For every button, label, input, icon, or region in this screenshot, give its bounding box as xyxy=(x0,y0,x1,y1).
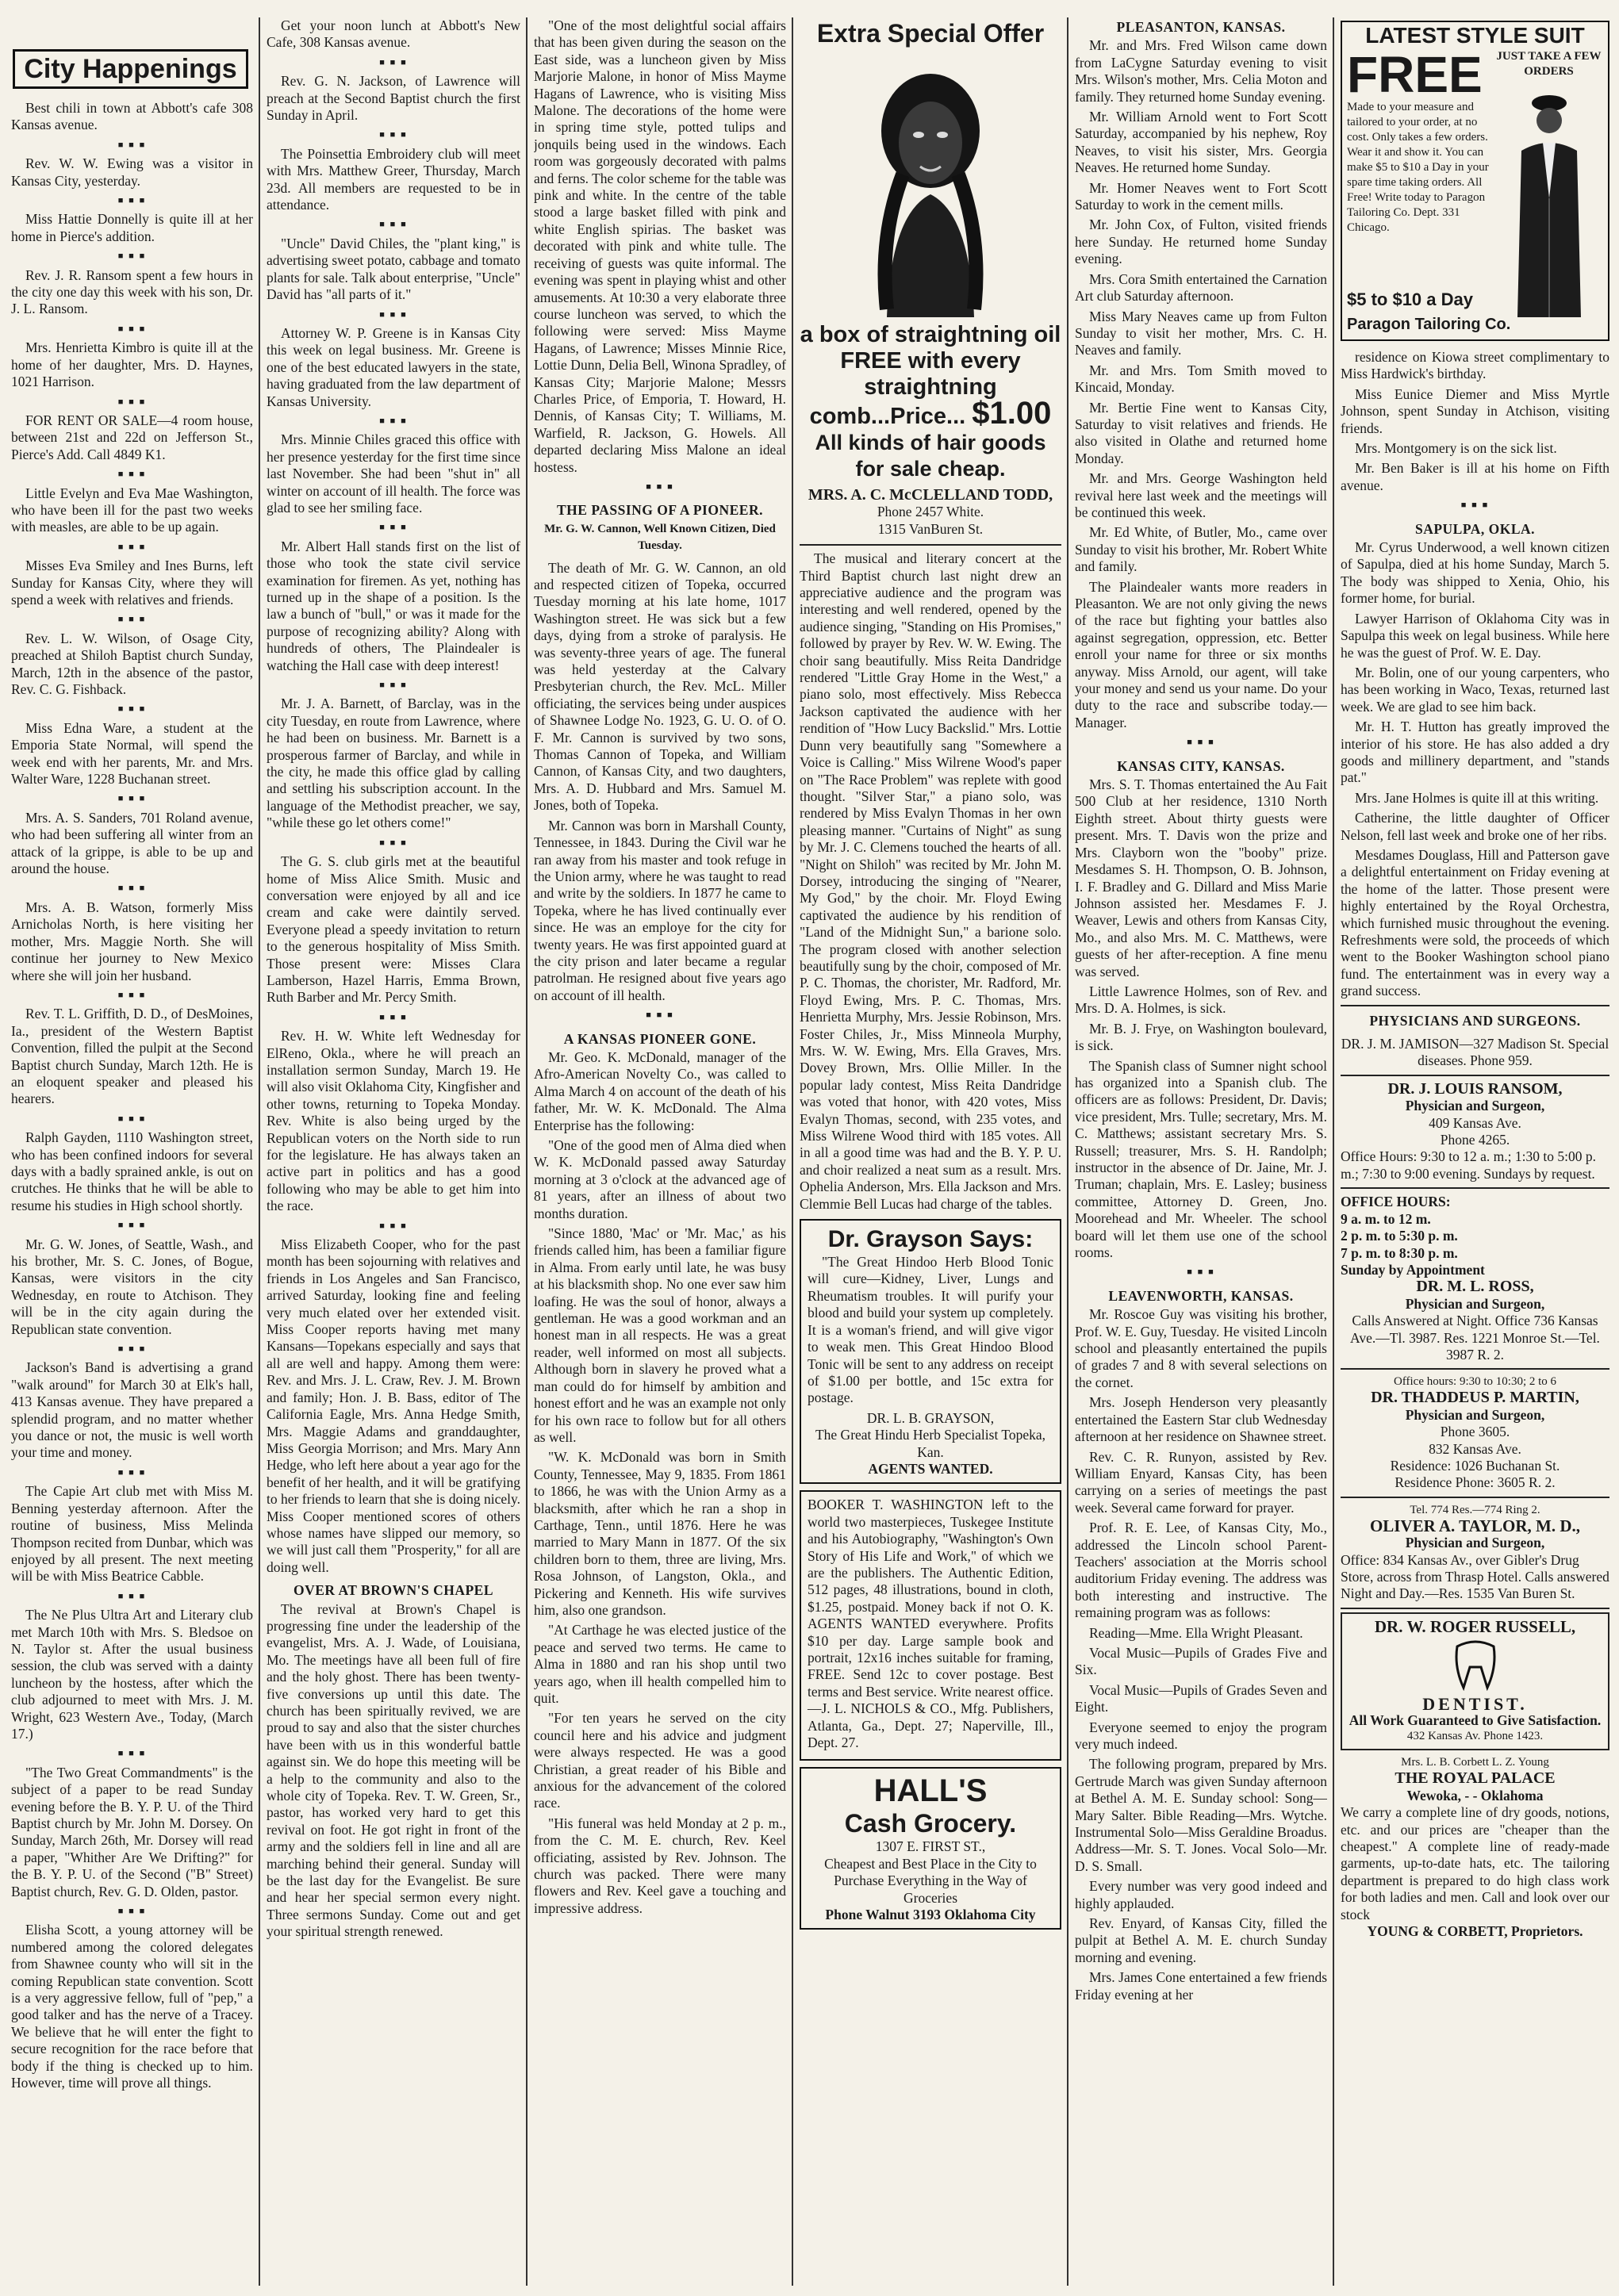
news-item: Mr. and Mrs. Tom Smith moved to Kincaid, Monday. xyxy=(1075,362,1327,396)
news-item: Attorney W. P. Greene is in Kansas City this week on legal business. Mr. Greene is one of the best educated lawyers in the state, having graduated from the law department of Kansas University. xyxy=(267,324,520,409)
item-separator: ■ ■ ■ xyxy=(117,1344,147,1355)
booker-washington-body: BOOKER T. WASHINGTON left to the world two masterpieces, Tuskegee Institute and his Autobiography, "Washington's Own Story of His Life and Work," of which we are the publishers. The Authentic Edition, 512 pages, 48 illustrations, bound in cloth, $1.25, postpaid. Money back if not O. K. AGENTS WANTED everywhere. Profits $10 per day. Large sample book and portrait, 12x16 inches suitable for framing, FREE. Send 12c to cover postage. Best terms and Best service. Write nearest office.—J. L. NICHOLS & CO., Mfg. Publishers, Atlanta, Ga., Dept. 27; Naperville, Ill., Dept. 27. xyxy=(808,1497,1053,1751)
tooth-icon xyxy=(1448,1635,1503,1691)
taylor-card xyxy=(1341,1498,1609,1609)
taylor-name: OLIVER A. TAYLOR, M. D., xyxy=(1369,1516,1581,1535)
kansas-pioneer-heading: A KANSAS PIONEER GONE. xyxy=(563,1030,757,1047)
grayson-agents: AGENTS WANTED. xyxy=(868,1460,993,1477)
man-in-suit-icon xyxy=(1494,79,1605,317)
leavenworth-news xyxy=(1075,1306,1327,2003)
palace-signature: YOUNG & CORBETT, Proprietors. xyxy=(1367,1923,1583,1940)
section-title-city-happenings: City Happenings xyxy=(13,49,248,89)
news-item: Rev. J. R. Ransom spent a few hours in the city one day this week with his son, Dr. J. L. Ransom. xyxy=(11,266,253,317)
taylor-title: Physician and Surgeon, xyxy=(1405,1535,1545,1551)
item-separator: ■ ■ ■ xyxy=(117,1907,147,1917)
column-rule xyxy=(259,17,260,2286)
hair-ad-price: $1.00 xyxy=(972,396,1052,431)
news-item: Mrs. James Cone entertained a few friends Friday evening at her xyxy=(1075,1969,1327,2003)
suit-title: LATEST STYLE SUIT xyxy=(1365,23,1585,48)
hair-ad-address: 1315 VanBuren St. xyxy=(877,520,984,537)
article-paragraph: "One of the good men of Alma died when W. K. McDonald passed away Saturday morning at 3 o'clock at the advanced age of 81 years, after an illness of about two months duration. xyxy=(534,1137,786,1221)
news-item: Best chili in town at Abbott's cafe 308 Kansas avenue. xyxy=(11,100,253,133)
column-two xyxy=(267,17,520,2286)
ransom-hours: Office Hours: 9:30 to 12 a. m.; 1:30 to 5:00 p. m.; 7:30 to 9:00 evening. Sundays by request. xyxy=(1341,1148,1596,1182)
grayson-signature: DR. L. B. GRAYSON, xyxy=(866,1409,995,1426)
suit-body: Made to your measure and tailored to your order, at no cost. Only takes a few orders. Wear it and show it. You can make $5 to $10 a Day in your spare time taking orders. All Free! Write today to Paragon Tailoring Co. Dept. 331 Chicago. xyxy=(1347,101,1489,234)
article-paragraph: Mr. Geo. K. McDonald, manager of the Afro-American Novelty Co., was called to Alma March 4 on account of the death of his father, Mr. W. K. McDonald. The Alma Enterprise has the following: xyxy=(534,1048,786,1133)
item-separator: ■ ■ ■ xyxy=(117,324,147,334)
halls-address: 1307 E. FIRST ST., xyxy=(875,1838,986,1855)
news-item: Mr. Bolin, one of our young carpenters, who has been working in Waco, Texas, returned last week. We are glad to see him back. xyxy=(1341,664,1609,715)
news-item: The following program, prepared by Mrs. Gertrude March was given Sunday afternoon at Bethel A. M. E. Sunday school: Song—Mary Salter. Bible Reading—Mrs. Wytche. Instrumental Solo—Miss Geraldine Broadus. Address—Mr. S. T. Jones. Vocal Solo—Mr. D. S. Small. xyxy=(1075,1756,1327,1874)
item-separator: ■ ■ ■ xyxy=(117,251,147,262)
news-item: Mesdames Douglass, Hill and Patterson gave a delightful entertainment on Friday evening at the home of the latter. Those present were highly entertained by the Royal Orchestra, which furnished music throughout the evening. Refreshments were sold, the proceeds of which went to the Booker Washington school piano fund. The entertainment was in every way a grand success. xyxy=(1341,846,1609,999)
news-item: Jackson's Band is advertising a grand "walk around" for March 30 at Elk's hall, 413 Kansas avenue. They have prepared a splendid program, and no matter whether you dance or not, the music is well worth your time and money. xyxy=(11,1359,253,1461)
column-rule xyxy=(1333,17,1334,2286)
suit-maker: Paragon Tailoring Co. xyxy=(1347,315,1511,333)
russell-body: All Work Guaranteed to Give Satisfaction. xyxy=(1349,1712,1602,1729)
item-separator: ■ ■ ■ xyxy=(379,523,408,533)
news-item: Reading—Mme. Ella Wright Pleasant. xyxy=(1089,1624,1303,1641)
news-item: The Capie Art club met with Miss M. Benning yesterday afternoon. After the routine of business, Miss Melinda Thompson recited from Dunbar, which was enjoyed by all present. The next meeting will be with Miss Beatrice Cabble. xyxy=(11,1483,253,1585)
news-item: Vocal Music—Pupils of Grades Seven and Eight. xyxy=(1075,1681,1327,1715)
concert-article: The musical and literary concert at the Third Baptist church last night drew an appreciative audience and the program was interesting and well rendered, opened by the audience singing, "Standing on His Promises," followed by prayer by Rev. W. W. Ewing. The choir sang beautifully. Miss Reita Dandridge rendered "Little Gray Home in the West," a piano solo, most effectively. Miss Rebecca Jackson captivated the audience with her rendition of "How Lucy Backslid." Mrs. Lottie Dunn very beautifully sang "Somewhere a Voice is Calling." Miss Wilrene Wood's paper on "The Race Problem" was replete with good thought. "Silver Star," a piano solo, was rendered by Miss Evalyn Thomas in her own pleasing manner. "Curtains of Night" as sung by Mr. J. C. Clemens touched the hearts of all. "Night on Shiloh" was recited by Mr. John M. Dorsey, introducing the singing of "Nearer, My God," by the choir. Mr. Floyd Ewing captivated the audience by his rendition of "Land of the Midnight Sun," a barione solo. The program closed with another selection beautifully sung by the choir, composed of Mr. P. C. Thomas, the chorister, Mr. Radford, Mr. Floyd Ewing, Mrs. P. C. Thomas, Mrs. Henrietta Murphy, Mrs. Jessie Robinson, Mrs. Foster Chiles, Jr., Miss Minneola Murphy, Mrs. W. W. Ewing, Mrs. Ella Graves, Mrs. Dovey Brown, Mrs. Ollie Miller. In the popular lady contest, Miss Reita Dandridge was voted that honor, with 420 votes, Miss Evalyn Thomas, second, with 235 votes, and Miss Wilrene Wood third with 185 votes. All in all a good time was had and the B. Y. P. U. and choir realized a neat sum as a result. Mrs. Ophelia Anderson, Mrs. Ella Jackson and Mrs. Clemmie Bell Lucas had charge of the tables. xyxy=(800,550,1061,1212)
news-item: Every number was very good indeed and highly applauded. xyxy=(1075,1878,1327,1911)
pioneer-article xyxy=(534,560,786,1005)
news-item: Ralph Gayden, 1110 Washington street, who has been confined indoors for several days with a badly sprained ankle, is out on crutches. He thinks that he will be able to resume his studies in High school shortly. xyxy=(11,1129,253,1213)
martin-title: Physician and Surgeon, xyxy=(1405,1406,1545,1423)
news-item: Lawyer Harrison of Oklahoma City was in Sapulpa this week on legal business. While here he was the guest of Prof. W. E. Day. xyxy=(1341,610,1609,661)
news-item: Get your noon lunch at Abbott's New Cafe, 308 Kansas avenue. xyxy=(267,17,520,51)
news-item: "One of the most delightful social affairs that has been given during the season on the East side, was a luncheon given by Miss Marjorie Malone, in honor of Miss Mayme Hagans of Lawrence, who is visiting Miss Malone. The decorations of the home were in spring time style, potted tulips and jonquils being used in the windows. Each room was gorgeously decorated with palms and ferns. The color scheme for the table was pink and white. In the centre of the table stood a large basket filled with pink and white English spirias. The basket was decorated with pink and white tulle. The receiving of guests was quite informal. The evening was spent in playing whist and other amusements. At 10:30 a very elaborate three course luncheon was served, to which the following were served: Miss Mayme Hagans, of Lawrence; Misses Minnie Rice, Lottie Dunn, Delia Bell, Winona Spradley, of Kansas City; Marjorie Malone; Messrs Charles Price, of Emporia, T. Howard, H. Dennis, of Kansas City; T. Williams, M. Warfield, R. Jackson, G. Howels. All departed declaring Miss Malone an ideal hostess. xyxy=(534,17,786,475)
news-item: Mr. William Arnold went to Fort Scott Saturday, accompanied by his nephew, Roy Neaves, to visit his sister, Mrs. Georgia Neaves. He returned home Sunday. xyxy=(1075,109,1327,176)
news-item: Rev. Enyard, of Kansas City, filled the pulpit at Bethel A. M. E. church Sunday morning and evening. xyxy=(1075,1915,1327,1965)
newspaper-page xyxy=(11,17,1609,2286)
hair-ad-name: MRS. A. C. McCLELLAND TODD, xyxy=(808,486,1053,504)
news-item: Mr. Cyrus Underwood, a well known citizen of Sapulpa, died at his home Sunday, March 5. The body was shipped to Xenia, Ohio, his former home, for burial. xyxy=(1341,539,1609,607)
ross-calls: Calls Answered at Night. Office 736 Kansas Ave.—Tl. 3987. Res. 1221 Monroe St.—Tel. 3987 R. 2. xyxy=(1350,1313,1600,1363)
martin-name: DR. THADDEUS P. MARTIN, xyxy=(1371,1389,1579,1407)
palace-name: THE ROYAL PALACE xyxy=(1395,1769,1556,1788)
halls-phone: Phone Walnut 3193 Oklahoma City xyxy=(825,1907,1036,1923)
column-two-list xyxy=(267,17,520,1576)
royal-palace-card xyxy=(1341,1750,1609,1945)
article-paragraph: "W. K. McDonald was born in Smith County, Tennessee, May 9, 1835. From 1861 to 1866, he was with the Union Army as a blacksmith, after which he ran a shop in Carthage, Tenn., until 1876. Here he was married to Mary Mann in 1877. Of the six children born to them, three are living, Mrs. Rosa Johnson, of Langston, Okla., and Pickering and Kenneth. His wife survives him, also one grandson. xyxy=(534,1449,786,1618)
pioneer-heading: THE PASSING OF A PIONEER. xyxy=(557,502,763,519)
taylor-tel: Tel. 774 Res.—774 Ring 2. xyxy=(1410,1503,1540,1516)
ransom-phone: Phone 4265. xyxy=(1440,1132,1510,1148)
item-separator: ■ ■ ■ xyxy=(117,1467,147,1478)
item-separator: ■ ■ ■ xyxy=(379,1012,408,1022)
pleasanton-news xyxy=(1075,37,1327,731)
item-separator: ■ ■ ■ xyxy=(117,397,147,407)
news-item: FOR RENT OR SALE—4 room house, between 21st and 22d on Jefferson St., Pierce's Add. Call 4849 K1. xyxy=(11,412,253,462)
hair-ad xyxy=(800,17,1061,546)
item-separator: ■ ■ ■ xyxy=(117,704,147,715)
news-item: Mr. and Mrs. George Washington held revival here last week and the meetings will be continued this week. xyxy=(1075,470,1327,520)
hair-ad-tagline: All kinds of hair goods for sale cheap. xyxy=(815,431,1046,481)
column-rule xyxy=(792,17,793,2286)
column-city-happenings xyxy=(11,17,253,2286)
article-paragraph: "At Carthage he was elected justice of the peace and served two terms. He came to Alma in 1880 and ran his shop until two years ago, when ill health compelled him to quit. xyxy=(534,1622,786,1706)
ross-hours-heading: OFFICE HOURS: xyxy=(1341,1194,1451,1210)
news-item: Rev. C. R. Runyon, assisted by Rev. William Enyard, Kansas City, has been carrying on a series of meetings the past week. Several came forward for prayer. xyxy=(1075,1448,1327,1516)
item-separator: ■ ■ ■ xyxy=(379,57,408,67)
news-item: Mrs. Joseph Henderson very pleasantly entertained the Eastern Star club Wednesday afternoon at her residence on Shawnee street. xyxy=(1075,1394,1327,1445)
sapulpa-heading: SAPULPA, OKLA. xyxy=(1414,520,1536,537)
news-item: Rev. G. N. Jackson, of Lawrence will preach at the Second Baptist church the first Sunday in April. xyxy=(267,73,520,124)
martin-card xyxy=(1341,1370,1609,1497)
news-item: Miss Mary Neaves came up from Fulton Sunday to visit her mother, Mrs. C. H. Neaves and family. xyxy=(1075,308,1327,358)
news-item: Mr. G. W. Jones, of Seattle, Wash., and his brother, Mr. S. C. Jones, of Bogue, Kansas, were visitors in the city Wednesday, en route to Atchison. They will be in the city again during the Republican state convention. xyxy=(11,1236,253,1337)
column-rule xyxy=(1067,17,1068,2286)
news-item: Mr. Albert Hall stands first on the list of those who took the state civil service examination for firemen. As yet, nothing has turned up in the shape of a position. Is the law a bunch of "bull," or was it made for the purpose of recognizing ability? Along with hundreds of others, The Plaindealer is watching the Hall case with deep interest! xyxy=(267,538,520,673)
column-four xyxy=(800,17,1061,2286)
news-item: Mrs. A. S. Sanders, 701 Roland avenue, who had been suffering all winter from an attack of la grippe, is able to be up and around the house. xyxy=(11,809,253,877)
column-three: "One of the most delightful social affairs that has been given during the season on the East side, was a luncheon given by Miss Marjorie Malone, in honor of Miss Mayme Hagans of Lawrence, who is visiting Miss Malone. The decorations of the home were in spring time style, potted tulips and jonquils being used in the windows. Each room was gorgeously decorated with palms and ferns. The color scheme for the table was pink and white. In the centre of the table stood a large basket filled with pink and white English spirias. The basket was decorated with pink and white tulle. The receiving of guests was quite informal. The evening was spent in playing whist and other amusements. At 10:30 a very elaborate three course luncheon was served, to which the following were served: Miss Mayme Hagans, of Lawrence; Misses Minnie Rice, Lottie Dunn, Delia Bell, Winona Spradley, of Kansas City; Marjorie Malone; Messrs Charles Price, of Emporia, T. Howard, H. Dennis, of Kansas City; T. Williams, M. Warfield, R. Jackson, G. Howels. All departed declaring Miss Malone an ideal hostess. ■ ■ ■ THE PASSING OF A PIONEER. Mr. G. W. Cannon, Well Known Citizen, Died Tuesday. The death of Mr. G. W. Cannon, an old and respected citizen of Topeka, occurred Tuesday morning at his late home, 1017 Washington street. He was sick but a few days, dying from a stroke of paralysis. He was seventy-three years of age. The funeral was held yesterday at the Calvary Presbyterian church, the Rev. McL. Miller officiating, the services being under auspices of Shawnee Lodge No. 1923, G. U. O. of O. F. Mr. Cannon is survived by two sons, Thomas Cannon of Topeka, and William Cannon, of Kansas City, and two daughters, Mrs. A. D. Hubbard and Mrs. Samuel M. Jones, both of Topeka. Mr. Cannon was born in Marshall County, Tennessee, in 1843. During the Civil war he ran away from his master and took refuge in the Union army, where he was taught to read and write by the soldiers. In 1877 he came to Topeka, where he has lived continually ever since. He was an employe for the city for twenty years. He was first appointed guard at the city prison and later became a regular patrolman. He resigned about five years ago on account of ill health. ■ ■ ■ A KANSAS PIONEER GONE. Mr. Geo. K. McDonald, manager of the Afro-American Novelty Co., was called to Alma March 4 on account of the death of his father, Mr. W. K. McDonald. The Alma Enterprise has the following: "One of the good men of Alma died when W. K. McDonald passed away Saturday morning at 3 o'clock at the advanced age of 81 years, after an illness of about two months duration. "Since 1880, 'Mac' or 'Mr. Mac,' as his friends called him, has been a familiar figure in Alma. From early until late, he was busy at his blacksmith shop. No one ever saw him loafing. He was the soul of honor, always a gentleman. He was a good workman and an honest man in all respects. He was a great reader, well informed on most all subjects. Although born in slavery he proved what a man could do for himself by ambition and honest effort and he was an example not only for his own race to follow but for all others as well. "W. K. McDonald was born in Smith County, Tennessee, May 9, 1835. From 1861 to 1866, he was with the Union Army as a blacksmith, after which he ran a shop in Carthage, Tenn., until 1876. Here he was married to Mary Mann in 1877. Of the six children born to them, three are living, Mrs. Rosa Johnson, of Langston, Okla., and Pickering and Kenneth. His wife survives him, also one grandson. "At Carthage he was elected justice of the peace and served two terms. He came to Alma in 1880 and ran his shop until two years ago, when ill health compelled him to quit. "For ten years he served on the city council here and his advice and judgment were always respected. He was a good Christian, a great reader of his Bible and anxious for the advancement of the colored race. "His funeral was held Monday at 2 p. m., from the C. M. E. church, Rev. Keel officiating, assisted by Rev. Johnson. The church was packed. There were many flowers and Rev. Keel gave a touching and impressive address. xyxy=(534,17,786,1916)
palace-owners: Mrs. L. B. Corbett L. Z. Young xyxy=(1401,1756,1549,1769)
news-item: The G. S. club girls met at the beautiful home of Miss Alice Smith. Music and conversation were enjoyed by all and ice cream and cake were daintily served. Everyone plead a speedy invitation to return to the generous hospitality of Miss Smith. Those present were: Misses Clara Lamberson, Hazel Harris, Emma Brown, Ruth Barber and Mr. Percy Smith. xyxy=(267,853,520,1006)
item-separator: ■ ■ ■ xyxy=(379,680,408,691)
ransom-title: Physician and Surgeon, xyxy=(1405,1098,1545,1114)
news-item: Miss Elizabeth Cooper, who for the past month has been sojourning with relatives and friends in Los Angeles and San Francisco, arrived Saturday, looking fine and feeling very much elated over her extended visit. Miss Cooper reports having met many Kansans—Topekans especially and says that all are well and happy. Among them were: Rev. and Mrs. J. L. Craw, Rev. J. M. Brown and family; Hon. J. B. Bass, editor of The California Eagle, Mrs. Anna Hedge Smith, Mrs. Maggie Adams and granddaughter, Miss Georgia Morrison; and Mrs. Mary Ann Hedge, who left here about a year ago for the benefit of her health, and it will be gratifying to her friends to learn that she is doing nicely. Miss Cooper mentioned scores of others whose names have slipped our memory, so we will just call them "Prosperity," for all are doing well. xyxy=(267,1236,520,1575)
column-six: LATEST STYLE SUIT FREE Made to your measure and tailored to your order, at no cost. Only takes a few orders. Wear it and show it. You can make $5 to $10 a Day in your spare time taking orders. All Free! Write today to Paragon Tailoring Co. Dept. 331 Chicago. JUST TAKE A FEW ORDERS $5 to $10 a Day Paragon Tailoring Co. residence on Kiowa street complimentary to Miss Hardwick's birthday. Miss Eunice Diemer and Miss Myrtle Johnson, spent Sunday in Atchison, visiting friends. Mrs. Montgomery is on the sick list. Mr. Ben Baker is ill at his home on Fifth avenue. ■ ■ ■ SAPULPA, OKLA. Mr. Cyrus Underwood, a well known citizen of Sapulpa, died at his home Sunday, March 5. The body was shipped to Xenia, Ohio, his former home, for burial. Lawyer Harrison of Oklahoma City was in Sapulpa this week on legal business. While here he was the guest of Prof. W. E. Day. Mr. Bolin, one of our young carpenters, who has been working in Waco, Texas, returned last week. We are glad to see him back. Mr. H. T. Hutton has greatly improved the interior of his store. He has also added a dry goods and millinery department, and "stands pat." Mrs. Jane Holmes is quite ill at this writing. Catherine, the little daughter of Officer Nelson, fell last week and broke one of her ribs. Mesdames Douglass, Hill and Patterson gave a delightful entertainment on Friday evening at the home of the latter. Those present were highly entertained by the Royal Orchestra, which furnished music throughout the evening. Refreshments were sold, the proceeds of which went to the Booker Washington school piano fund. The entertainment was in every way a grand success. PHYSICIANS AND SURGEONS. DR. J. M. JAMISON—327 Madison St. Special diseases. Phone 959. DR. J. LOUIS RANSOM, Physician and Surgeon, 409 Kansas Ave. Phone 4265. Office Hours: 9:30 to 12 a. m.; 1:30 to 5:00 p. m.; 7:30 to 9:00 evening. Sundays by request. OFFICE HOURS: 9 a. m. to 12 m. 2 p. m. to 5:30 p. m. 7 p. m. to 8:30 p. m. Sunday by Appointment DR. M. L. ROSS, Physician and Surgeon, Calls Answered at Night. Office 736 Kansas Ave.—Tl. 3987. Res. 1221 Monroe St.—Tel. 3987 R. 2. Office hours: 9:30 to 10:30; 2 to 6 DR. THADDEUS P. MARTIN, Physician and Surgeon, Phone 3605. 832 Kansas Ave. Residence: 1026 Buchanan St. Residence Phone: 3605 R. 2. Tel. 774 Res.—774 Ring 2. OLIVER A. TAYLOR, M. D., Physician and Surgeon, Office: 834 Kansas Av., over Gibler's Drug Store, across from Thrasp Hotel. Calls answered Night and Day.—Res. 1535 Van Buren St. DR. W. ROGER RUSSELL, DENTIST. All Work Guaranteed to Give Satisfaction. 432 Kansas Av. Phone 1423. Mrs. L. B. Corbett L. Z. Young THE ROYAL PALACE Wewoka, - - Oklahoma We carry a complete line of dry goods, notions, etc. and our prices are "cheaper than the cheapest." A complete line of ready-made garments, up-to-date hats, etc. The tailoring department is prepared to do high class work for both ladies and men. Call and look over our stock YOUNG & CORBETT, Proprietors. xyxy=(1341,17,1609,2286)
news-item: Mr. Homer Neaves went to Fort Scott Saturday to work in the cement mills. xyxy=(1075,179,1327,213)
item-separator: ■ ■ ■ xyxy=(379,220,408,230)
news-item: Mrs. Henrietta Kimbro is quite ill at the home of her daughter, Mrs. D. Haynes, 1021 Harrison. xyxy=(11,339,253,390)
martin-phone: Phone 3605. xyxy=(1440,1424,1510,1440)
leavenworth-heading: LEAVENWORTH, KANSAS. xyxy=(1108,1287,1294,1304)
pioneer-subheading: Mr. G. W. Cannon, Well Known Citizen, Died Tuesday. xyxy=(544,522,776,553)
news-item: Catherine, the little daughter of Officer Nelson, fell last week and broke one of her ribs. xyxy=(1341,810,1609,843)
martin-residence: Residence: 1026 Buchanan St. xyxy=(1390,1457,1560,1474)
news-item: Little Lawrence Holmes, son of Rev. and Mrs. D. A. Holmes, is sick. xyxy=(1075,983,1327,1017)
item-separator: ■ ■ ■ xyxy=(379,1221,408,1231)
ross-hours xyxy=(1341,1211,1609,1279)
item-separator: ■ ■ ■ xyxy=(117,542,147,552)
physicians-heading: PHYSICIANS AND SURGEONS. xyxy=(1369,1012,1581,1029)
item-separator: ■ ■ ■ xyxy=(117,1749,147,1759)
column-rule xyxy=(526,17,528,2286)
grayson-body: "The Great Hindoo Herb Blood Tonic will cure—Kidney, Liver, Lungs and Rheumatism troubles. It will purify your blood and build your system up completely. It is a woman's friend, and will give vigor to weak men. This Great Hindoo Blood Tonic will be sent to any address on receipt of $1.00 per bottle, and 15c extra for postage. xyxy=(808,1254,1053,1406)
news-item: Mr. J. A. Barnett, of Barclay, was in the city Tuesday, en route from Lawrence, where he had been on business. Mr. Barnett is a prosperous farmer of Barclay, and while in the city, he made this office glad by calling and settling his subscription account. In the language of the Methodist preacher, we say, "while these go let others come!" xyxy=(267,696,520,831)
martin-residence-phone: Residence Phone: 3605 R. 2. xyxy=(1395,1474,1556,1491)
kansas-city-heading: KANSAS CITY, KANSAS. xyxy=(1117,757,1285,774)
news-item: Rev. T. L. Griffith, D. D., of DesMoines, Ia., president of the Western Baptist Convention, filled the pulpit at the Second Baptist church Sunday, March 12th. He is an eloquent speaker and pleased his hearers. xyxy=(11,1006,253,1107)
column-five: PLEASANTON, KANSAS. Mr. and Mrs. Fred Wilson came down from LaCygne Saturday evening to visit Mrs. Wilson's mother, Mrs. Celia Moton and family. They returned home Sunday evening. Mr. William Arnold went to Fort Scott Saturday, accompanied by his nephew, Roy Neaves, to visit his sister, Mrs. Georgia Neaves. He returned home Sunday. Mr. Homer Neaves went to Fort Scott Saturday to work in the cement mills. Mr. John Cox, of Fulton, visited friends here Sunday. He returned home Sunday evening. Mrs. Cora Smith entertained the Carnation Art club Saturday afternoon. Miss Mary Neaves came up from Fulton Sunday to visit her mother, Mrs. C. H. Neaves and family. Mr. and Mrs. Tom Smith moved to Kincaid, Monday. Mr. Bertie Fine went to Kansas City, Saturday to visit relatives and friends. He also visited in Olathe and returned home Monday. Mr. and Mrs. George Washington held revival here last week and the meetings will be continued this week. Mr. Ed White, of Butler, Mo., came over Sunday to visit his brother, Mr. Robert White and family. The Plaindealer wants more readers in Pleasanton. We are not only giving the news of the race but fighting your battles also against segregation, oppression, etc. Better enroll your name for three or six months anyway. Miss Arnold, our agent, will take your money and send us your name. Do your duty to the race and subscribe today.—Manager. ■ ■ ■ KANSAS CITY, KANSAS. Mrs. S. T. Thomas entertained the Au Fait 500 Club at her residence, 1310 North Eighth street. About thirty guests were present. Mrs. T. Davis won the prize and Mrs. Clayborn won the "booby" prize. Mesdames S. H. Thompson, O. B. Johnson, I. F. Bradley and G. Dillard and Miss Marie Johnson assisted her. Mesdames F. J. Weaver, Lewis and others from Kansas City, Mo., and also Mrs. M. C. Matthews, were guests of her after-reception. A fine menu was served. Little Lawrence Holmes, son of Rev. and Mrs. D. A. Holmes, is sick. Mr. B. J. Frye, on Washington boulevard, is sick. The Spanish class of Sumner night school has organized into a Spanish club. The officers are as follows: President, Dr. Davis; vice president, Mrs. Tulle; secretary, Mrs. M. C. Matthews; assistant secretary Mrs. S. Russell; treasurer, Mrs. S. H. Randolph; instructor in the absence of Dr. Jaine, Mr. J. Truman; chaplain, Mrs. E. Lasley; business committee, Attorney D. Green, Jno. Moorehead and Mr. Wheeler. The school board will let them use one of the school rooms. ■ ■ ■ LEAVENWORTH, KANSAS. Mr. Roscoe Guy was visiting his brother, Prof. W. E. Guy, Tuesday. He visited Lincoln school and pleasantly entertained the pupils of grades 7 and 8 with several selections on the cornet. Mrs. Joseph Henderson very pleasantly entertained the Eastern Star club Wednesday afternoon at her residence on Shawnee street. Rev. C. R. Runyon, assisted by Rev. William Enyard, Kansas City, has been carrying on a series of meetings the past week. Several came forward for prayer. Prof. R. E. Lee, of Kansas City, Mo., addressed the Lincoln school Parent-Teachers' association at the Morris school auditorium Friday evening. The address was both interesting and instructive. The remaining program was as follows: Reading—Mme. Ella Wright Pleasant. Vocal Music—Pupils of Grades Five and Six. Vocal Music—Pupils of Grades Seven and Eight. Everyone seemed to enjoy the program very much indeed. The following program, prepared by Mrs. Gertrude March was given Sunday afternoon at Bethel A. M. E. Sunday school: Song—Mary Salter. Bible Reading—Mrs. Wytche. Instrumental Solo—Miss Geraldine Broadus. Address—Mr. S. T. Jones. Vocal Solo—Mr. D. S. Small. Every number was very good indeed and highly applauded. Rev. Enyard, of Kansas City, filled the pulpit at Bethel A. M. E. church Sunday morning and evening. Mrs. James Cone entertained a few friends Friday evening at her xyxy=(1075,19,1327,2003)
article-paragraph: The death of Mr. G. W. Cannon, an old and respected citizen of Topeka, occurred Tuesday morning at his late home, 1017 Washington street. He was sick but a few days, dying from a stroke of paralysis. He was seventy-three years of age. The funeral was held yesterday at the Calvary Presbyterian church, the Rev. McL. Miller officiating, the services being under auspices of Shawnee Lodge No. 1923, G. U. O. of O. F. Mr. Cannon is survived by two sons, Thomas Cannon of Topeka, and William Cannon, of Kansas City, and two daughters, Mrs. A. D. Hubbard and Mrs. Samuel M. Jones, both of Topeka. xyxy=(534,559,786,814)
grayson-title: Dr. Grayson Says: xyxy=(827,1226,1034,1253)
halls-grocery-ad xyxy=(800,1767,1061,1930)
column-six-list xyxy=(1341,349,1609,494)
news-item: Mrs. A. B. Watson, formerly Miss Arnicholas North, is here visiting her mother, Mrs. Maggie North. She will continue her journey to New Mexico where she will join her husband. xyxy=(11,899,253,983)
article-paragraph: "For ten years he served on the city council here and his advice and judgment were always respected. He was a good Christian, a great reader of his Bible and anxious for the advancement of the colored race. xyxy=(534,1710,786,1811)
suit-free: FREE xyxy=(1347,46,1483,103)
item-separator: ■ ■ ■ xyxy=(117,1114,147,1124)
booker-washington-ad xyxy=(800,1490,1061,1761)
ross-hours-line: 9 a. m. to 12 m. xyxy=(1341,1210,1431,1227)
news-item: Elisha Scott, a young attorney will be numbered among the colored delegates from Shawnee county who will sit in the coming Republican state convention. Scott is a very aggressive fellow, full of "pep," a good talker and has the nerve of a Tracey. We believe that he will enter the fight to secure recognition for the race before that body if the thing is checked up to him. However, time will prove all things. xyxy=(11,1922,253,2091)
suit-tagline: JUST TAKE A FEW ORDERS xyxy=(1496,50,1602,78)
ransom-card xyxy=(1341,1076,1609,1189)
russell-card xyxy=(1341,1612,1609,1751)
article-paragraph: Mr. Cannon was born in Marshall County, Tennessee, in 1843. During the Civil war he ran away from his master and took refuge in the Union army, where he was taught to read and write by the soldiers. In 1877 he came to Topeka, where he has lived continually ever since. He was an employe for the city for twenty years. He was first appointed guard at the city prison and later became a regular patrolman. He resigned about five years ago on account of ill health. xyxy=(534,817,786,1003)
news-item: Mrs. Montgomery is on the sick list. xyxy=(1355,440,1557,457)
item-separator: ■ ■ ■ xyxy=(117,794,147,804)
martin-address: 832 Kansas Ave. xyxy=(1429,1440,1521,1457)
news-item: "The Two Great Commandments" is the subject of a paper to be read Sunday evening before the B. Y. P. U. of the Third Baptist church by Mr. John M. Dorsey. On Sunday, March 26th, Mr. Dorsey will read a paper, "Whither Are We Drifting?" for the B. Y. P. U. of the Second ("B" Street) Baptist church, Rev. G. D. Olden, pastor. xyxy=(11,1764,253,1899)
news-item: Miss Edna Ware, a student at the Emporia State Normal, will spend the week end with her parents, Mr. and Mrs. Walter Ware, 1228 Buchanan street. xyxy=(11,719,253,788)
taylor-body: Office: 834 Kansas Av., over Gibler's Drug Store, across from Thrasp Hotel. Calls answered Night and Day.—Res. 1535 Van Buren St. xyxy=(1341,1551,1609,1602)
news-item: The Spanish class of Sumner night school has organized into a Spanish club. The officers are as follows: President, Dr. Davis; vice president, Mrs. Tulle; secretary, Mrs. M. C. Matthews; assistant secretary Mrs. S. Russell; treasurer, Mrs. S. H. Randolph; instructor in the absence of Dr. Jaine, Mr. J. Truman; chaplain, Mrs. E. Lasley; business committee, Attorney D. Green, Jno. Moorehead and Mr. Wheeler. The school board will let them use one of the school rooms. xyxy=(1075,1057,1327,1261)
jamison-card xyxy=(1341,1031,1609,1076)
suit-earnings: $5 to $10 a Day xyxy=(1347,289,1473,309)
palace-body: We carry a complete line of dry goods, notions, etc. and our prices are "cheaper than the cheapest." A complete line of ready-made garments, up-to-date hats, etc. The tailoring department is prepared to do high class work for both ladies and men. Call and look over our stock xyxy=(1341,1804,1609,1922)
ransom-name: DR. J. LOUIS RANSOM, xyxy=(1387,1079,1563,1098)
news-item: Mr. B. J. Frye, on Washington boulevard, is sick. xyxy=(1075,1020,1327,1054)
item-separator: ■ ■ ■ xyxy=(117,1221,147,1231)
browns-chapel-article: The revival at Brown's Chapel is progressing fine under the leadership of the evangelist, Mrs. A. J. Wade, of Louisiana, Mo. The meetings have all been full of fire and the holy ghost. There has been twenty-five conversions up until this date. The church has been spiritually revived, we are proud to say and also that the sister churches have been with us in this wonderful battle against sin. We do hope this meeting will be a help to the community and also to the whole city of Topeka. Rev. T. W. Green, Sr., pastor, has worked very hard to get this revival on foot. He got right in front of the army and the soldiers fell in line and all are marching behind their general. Sunday will be the last day for the Evangelist. Be sure and hear her special sermon every night. Three sermons Sunday. Come out and get your spiritual strength renewed. xyxy=(267,1600,520,1940)
grayson-signature-2: The Great Hindu Herb Specialist Topeka, Kan. xyxy=(815,1427,1046,1460)
news-item: Mr. H. T. Hutton has greatly improved the interior of his store. He has also added a dry goods and millinery department, and "stands pat." xyxy=(1341,719,1609,786)
item-separator: ■ ■ ■ xyxy=(379,838,408,848)
news-item: Rev. H. W. White left Wednesday for ElReno, Okla., where he will preach an installation sermon Sunday, March 19. He will also visit Oklahoma City, Kingfisher and other towns, returning to Topeka Monday. Rev. White is also being urged by the Republican voters on the North side to run for the legislature. He has always taken an active part in politics and has a good following who may be able to get him into the race. xyxy=(267,1028,520,1214)
portrait-illustration xyxy=(855,56,1006,317)
news-item: Rev. W. W. Ewing was a visitor in Kansas City, yesterday. xyxy=(11,155,253,189)
news-item: Mr. Ed White, of Butler, Mo., came over Sunday to visit his brother, Mr. Robert White and family. xyxy=(1075,524,1327,575)
martin-hours: Office hours: 9:30 to 10:30; 2 to 6 xyxy=(1393,1375,1557,1389)
news-item: "Uncle" David Chiles, the "plant king," is advertising sweet potato, cabbage and tomato plants for sale. Talk about enterprise, "Uncle" David has "all parts of it." xyxy=(267,235,520,303)
ross-hours-line: Sunday by Appointment xyxy=(1341,1261,1485,1278)
news-item: Misses Eva Smiley and Ines Burns, left Sunday for Kansas City, where they will spend a week with relatives and friends. xyxy=(11,558,253,608)
news-item: Mrs. Jane Holmes is quite ill at this writing. xyxy=(1355,789,1599,806)
halls-subtitle: Cash Grocery. xyxy=(844,1809,1017,1838)
news-item: The Poinsettia Embroidery club will meet with Mrs. Matthew Greer, Thursday, March 23d. All members are requested to be in attendance. xyxy=(267,145,520,213)
halls-title: HALL'S xyxy=(873,1773,988,1809)
kansas-pioneer-article xyxy=(534,1049,786,1917)
news-item: Mr. Bertie Fine went to Kansas City, Saturday to visit relatives and friends. He also visited in Olathe and returned home Monday. xyxy=(1075,399,1327,466)
sapulpa-news xyxy=(1341,539,1609,1000)
browns-chapel-heading: OVER AT BROWN'S CHAPEL xyxy=(293,1582,493,1599)
article-paragraph: "Since 1880, 'Mac' or 'Mr. Mac,' as his friends called him, has been a familiar figure in Alma. From early until late, he was busy at his blacksmith shop. No one ever saw him loafing. He was the soul of honor, always a gentleman. He was a good workman and an honest man in all respects. He was a great reader, well informed on most all subjects. Although born in slavery he proved what a man could do for himself by ambition and honest effort and he was an example not only for his own race to follow but for all others as well. xyxy=(534,1225,786,1445)
russell-name: DR. W. ROGER RUSSELL, xyxy=(1374,1616,1576,1636)
item-separator: ■ ■ ■ xyxy=(117,1591,147,1601)
item-separator: ■ ■ ■ xyxy=(117,615,147,625)
news-item: Mr. John Cox, of Fulton, visited friends here Sunday. He returned home Sunday evening. xyxy=(1075,217,1327,267)
item-separator: ■ ■ ■ xyxy=(117,140,147,150)
item-separator: ■ ■ ■ xyxy=(379,130,408,140)
ransom-address: 409 Kansas Ave. xyxy=(1429,1114,1521,1131)
news-item: Little Evelyn and Eva Mae Washington, who have been ill for the past two weeks with measles, are able to be up again. xyxy=(11,485,253,535)
news-item: Vocal Music—Pupils of Grades Five and Six. xyxy=(1075,1644,1327,1678)
item-separator: ■ ■ ■ xyxy=(379,416,408,426)
item-separator: ■ ■ ■ xyxy=(117,470,147,480)
item-separator: ■ ■ ■ xyxy=(379,309,408,320)
news-item: Miss Eunice Diemer and Miss Myrtle Johnson, spent Sunday in Atchison, visiting friends. xyxy=(1341,385,1609,436)
news-item: The Ne Plus Ultra Art and Literary club met March 10th with Mrs. S. Bledsoe on N. Taylor st. After the usual business session, the club was served with a dainty luncheon by the hostess, after which the club adjourned to meet with Mrs. J. M. Wright, 623 Western Ave., Today, (March 17.) xyxy=(11,1607,253,1742)
news-item: Mrs. S. T. Thomas entertained the Au Fait 500 Club at her residence, 1310 North Eighth street. About thirty guests were present. Mrs. T. Davis won the prize and Mrs. Clayborn won the "booby" prize. Mesdames S. H. Thompson, O. B. Johnson, I. F. Bradley and G. Dillard and Miss Marie Johnson assisted her. Mesdames F. J. Weaver, Lewis and others from Kansas City, Mo., and also Mrs. M. C. Matthews, were guests of her after-reception. A fine menu was served. xyxy=(1075,776,1327,979)
news-item: Mrs. Cora Smith entertained the Carnation Art club Saturday afternoon. xyxy=(1075,270,1327,305)
news-item: Miss Hattie Donnelly is quite ill at her home in Pierce's addition. xyxy=(11,211,253,244)
ross-title: Physician and Surgeon, xyxy=(1405,1295,1545,1312)
news-item: Prof. R. E. Lee, of Kansas City, Mo., addressed the Lincoln school Parent-Teachers' association at the Morris school auditorium Friday evening. The address was both interesting and instructive. The remaining program was as follows: xyxy=(1075,1520,1327,1621)
grayson-ad xyxy=(800,1219,1061,1484)
news-item: Mr. and Mrs. Fred Wilson came down from LaCygne Saturday evening to visit Mrs. Wilson's mother, Mrs. Celia Moton and family. They returned home Sunday evening. xyxy=(1075,37,1327,105)
russell-address: 432 Kansas Av. Phone 1423. xyxy=(1406,1730,1544,1743)
news-item: residence on Kiowa street complimentary to Miss Hardwick's birthday. xyxy=(1341,349,1609,382)
jamison-text: DR. J. M. JAMISON—327 Madison St. Special diseases. Phone 959. xyxy=(1341,1036,1609,1069)
news-item: Mr. Roscoe Guy was visiting his brother, Prof. W. E. Guy, Tuesday. He visited Lincoln school and pleasantly entertained the pupils of grades 7 and 8 with several selections on the cornet. xyxy=(1075,1306,1327,1390)
russell-title: DENTIST. xyxy=(1422,1693,1528,1714)
news-item: Rev. L. W. Wilson, of Osage City, preached at Shiloh Baptist church Sunday, March, 12th in the absence of the pastor, Rev. C. G. Fishback. xyxy=(11,630,253,697)
hair-ad-phone: Phone 2457 White. xyxy=(877,504,984,520)
halls-body: Cheapest and Best Place in the City to Purchase Everything in the Way of Groceries xyxy=(824,1855,1037,1906)
item-separator: ■ ■ ■ xyxy=(117,990,147,1000)
column-three-list xyxy=(534,17,786,476)
item-separator: ■ ■ ■ xyxy=(117,196,147,206)
hair-ad-title: Extra Special Offer xyxy=(816,19,1045,48)
news-item: Mr. Ben Baker is ill at his home on Fifth avenue. xyxy=(1341,460,1609,493)
hair-ad-body xyxy=(800,322,1061,430)
palace-location: Wewoka, - - Oklahoma xyxy=(1406,1787,1544,1803)
ross-hours-line: 2 p. m. to 5:30 p. m. xyxy=(1341,1228,1458,1244)
news-item: Mrs. Minnie Chiles graced this office with her presence yesterday for the first time since last November. She had been "shut in" all winter on account of ill health. The force was glad to see her smiling face. xyxy=(267,431,520,516)
woman-portrait-icon xyxy=(855,56,1006,317)
ross-name: DR. M. L. ROSS, xyxy=(1416,1278,1534,1296)
hair-ad-offer-text: a box of straightning oil FREE with every straightning comb...Price... xyxy=(800,322,1061,429)
city-happenings-list xyxy=(11,100,253,2092)
suit-ad xyxy=(1341,21,1609,341)
kansas-city-news xyxy=(1075,776,1327,1261)
ross-card xyxy=(1341,1189,1609,1370)
ross-hours-line: 7 p. m. to 8:30 p. m. xyxy=(1341,1244,1458,1261)
article-paragraph: "His funeral was held Monday at 2 p. m., from the C. M. E. church, Rev. Keel officiating, assisted by Rev. Johnson. The church was packed. There were many flowers and Rev. Keel gave a touching and impressive address. xyxy=(534,1815,786,1916)
item-separator: ■ ■ ■ xyxy=(117,884,147,894)
news-item: Everyone seemed to enjoy the program very much indeed. xyxy=(1075,1719,1327,1752)
pleasanton-heading: PLEASANTON, KANSAS. xyxy=(1116,19,1286,35)
news-item: The Plaindealer wants more readers in Pleasanton. We are not only giving the news of the race but fighting your battles also against segregation, oppression, etc. Better enroll your name for three or six months anyway. Miss Arnold, our agent, will take your money and send us your name. Do your duty to the race and subscribe today.—Manager. xyxy=(1075,578,1327,730)
